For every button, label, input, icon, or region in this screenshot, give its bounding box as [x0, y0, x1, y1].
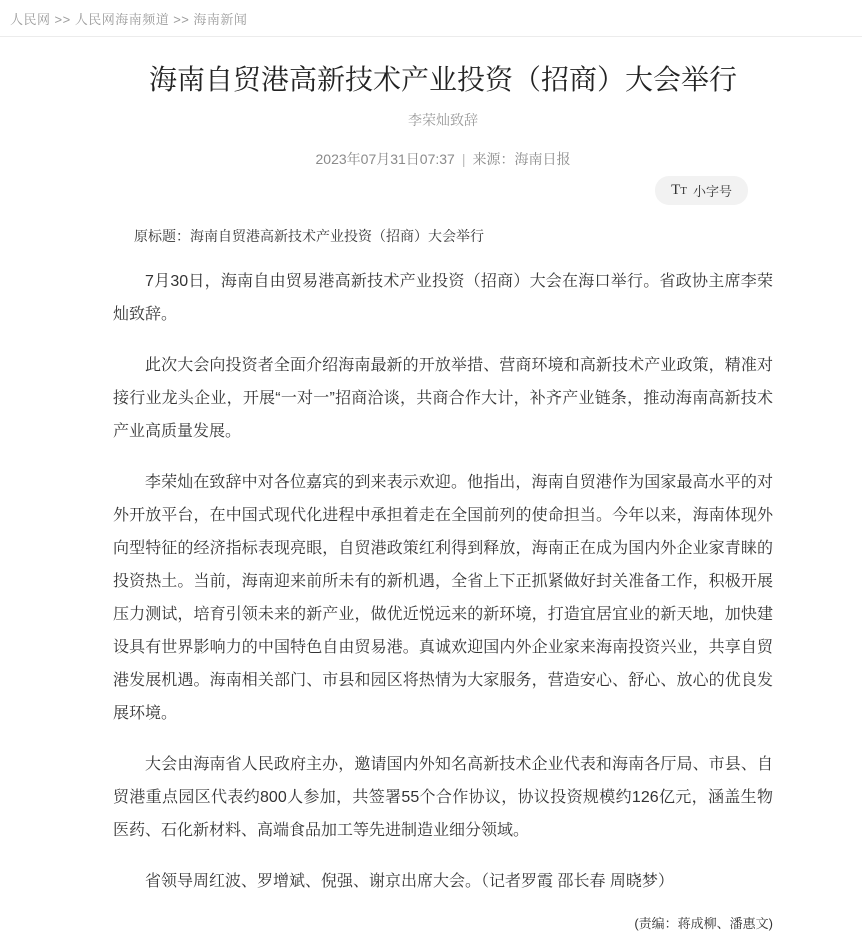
article-container — [113, 63, 773, 944]
publish-date: 2023年07月31日07:37 — [315, 150, 455, 167]
breadcrumb-link-peoples-daily[interactable]: 人民网 — [10, 12, 51, 27]
source-label: 来源： — [472, 150, 515, 167]
page-title: 海南自贸港高新技术产业投资（招商）大会举行 — [148, 64, 737, 95]
article-toolbar — [113, 176, 773, 205]
breadcrumb-link-hainan-channel[interactable]: 人民网海南频道 — [74, 12, 170, 27]
meta-separator: | — [461, 150, 466, 167]
article-paragraph: 大会由海南省人民政府主办，邀请国内外知名高新技术企业代表和海南各厅局、市县、自贸港重点园区代表约800人参加，共签署55个合作协议，协议投资规模约126亿元，涵盖生物医药、石化新材料、高端食品加工等先进制造业细分领域。 — [113, 755, 773, 839]
breadcrumb-separator: >> — [54, 12, 71, 27]
article-paragraph: 此次大会向投资者全面介绍海南最新的开放举措、营商环境和高新技术产业政策，精准对接行业龙头企业，开展“一对一”招商洽谈，共商合作大计，补齐产业链条，推动海南高新技术产业高质量发展。 — [113, 356, 773, 440]
editor-credit: (责编：蒋成柳、潘惠文) — [634, 915, 773, 931]
original-title: 原标题：海南自贸港高新技术产业投资（招商）大会举行 — [134, 227, 484, 244]
breadcrumb-link-hainan-news[interactable]: 海南新闻 — [193, 12, 248, 27]
breadcrumb — [0, 0, 862, 37]
font-size-button[interactable] — [655, 176, 748, 205]
article-paragraph: 省领导周红波、罗增斌、倪强、谢京出席大会。（记者罗霞 邵长春 周晓梦） — [145, 872, 674, 890]
font-size-icon: TT — [671, 181, 687, 198]
article-meta — [113, 149, 773, 169]
source-link[interactable]: 海南日报 — [514, 150, 571, 167]
article-body — [113, 265, 773, 898]
breadcrumb-separator: >> — [173, 12, 190, 27]
font-size-label: 小字号 — [692, 183, 732, 199]
article-paragraph: 李荣灿在致辞中对各位嘉宾的到来表示欢迎。他指出，海南自贸港作为国家最高水平的对外开放平台，在中国式现代化进程中承担着走在全国前列的使命担当。今年以来，海南体现外向型特征的经济指标表现亮眼，自贸港政策红利得到释放，海南正在成为国内外企业家青睐的投资热土。当前，海南迎来前所未有的新机遇，全省上下正抓紧做好封关准备工作，积极开展压力测试，培育引领未来的新产业，做优近悦远来的新环境，打造宜居宜业的新天地，加快建设具有世界影响力的中国特色自由贸易港。真诚欢迎国内外企业家来海南投资兴业，共享自贸港发展机遇。海南相关部门、市县和园区将热情为大家服务，营造安心、舒心、放心的优良发展环境。 — [113, 473, 773, 722]
article-paragraph: 7月30日，海南自由贸易港高新技术产业投资（招商）大会在海口举行。省政协主席李荣灿致辞。 — [113, 272, 773, 323]
article-subtitle: 李荣灿致辞 — [408, 111, 478, 128]
